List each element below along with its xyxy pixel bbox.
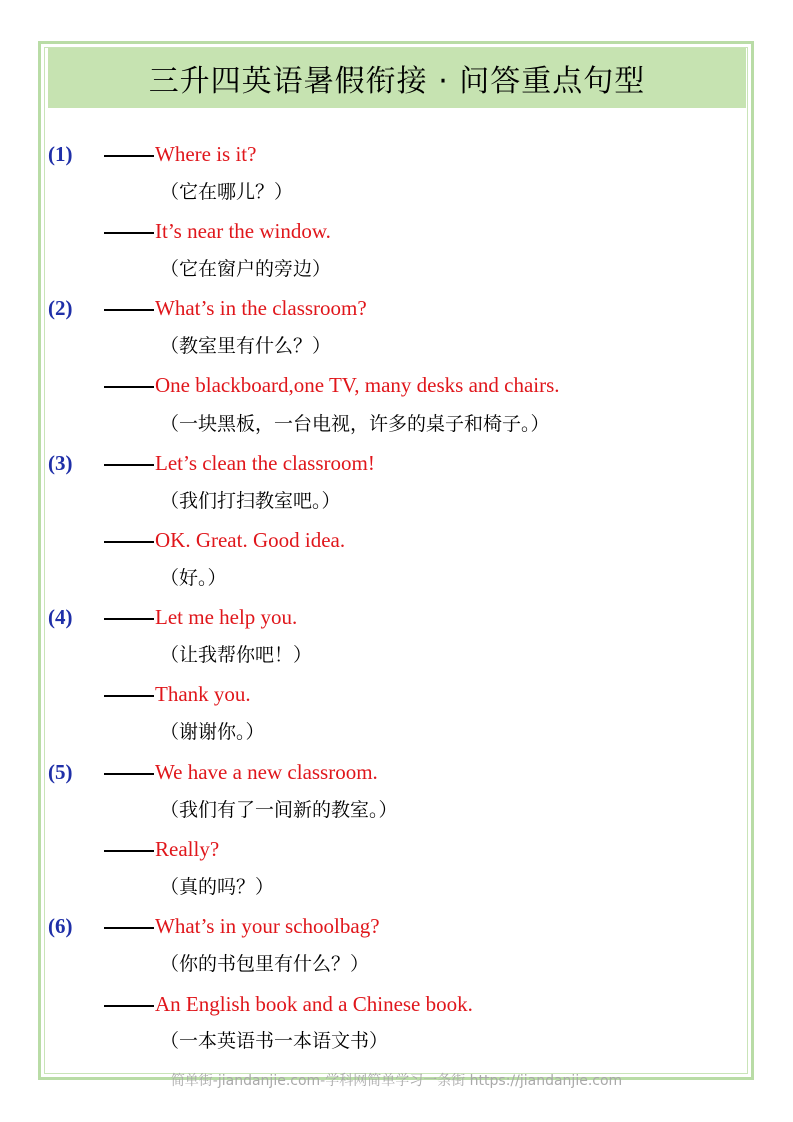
item-number: (6) xyxy=(48,914,73,938)
question-english: Let me help you. xyxy=(155,605,298,629)
dialogue-dash xyxy=(104,598,154,636)
answer-chinese: （一块黑板，一台电视，许多的桌子和椅子。） xyxy=(160,413,550,435)
dialogue-dash xyxy=(104,753,154,791)
question-chinese: （你的书包里有什么？） xyxy=(160,953,370,975)
question-english: What’s in your schoolbag? xyxy=(155,914,380,938)
question-chinese: （我们有了一间新的教室。） xyxy=(160,799,398,821)
dialogue-dash xyxy=(104,289,154,327)
question-chinese: （让我帮你吧！） xyxy=(160,644,313,666)
item-number: (1) xyxy=(48,142,73,166)
title-banner xyxy=(48,48,746,108)
item-number: (3) xyxy=(48,451,73,475)
footer-watermark: 简单街-jiandanjie.com-学科网简单学习一条街 https://jiandanjie.com xyxy=(170,1073,623,1089)
answer-english: It’s near the window. xyxy=(155,219,331,243)
dialogue-dash xyxy=(104,675,154,713)
question-english: Where is it? xyxy=(155,142,257,166)
dialogue-dash xyxy=(104,907,154,945)
answer-english: An English book and a Chinese book. xyxy=(155,992,473,1016)
question-english: We have a new classroom. xyxy=(155,760,378,784)
question-chinese: （我们打扫教室吧。） xyxy=(160,490,341,512)
answer-chinese: （好。） xyxy=(160,567,227,589)
answer-chinese: （谢谢你。） xyxy=(160,721,265,743)
dialogue-dash xyxy=(104,212,154,250)
question-chinese: （它在哪儿？） xyxy=(160,181,294,203)
answer-english: One blackboard,one TV, many desks and chairs. xyxy=(155,373,560,397)
answer-english: Thank you. xyxy=(155,682,251,706)
answer-chinese: （一本英语书一本语文书） xyxy=(160,1030,389,1052)
question-english: Let’s clean the classroom! xyxy=(155,451,375,475)
question-english: What’s in the classroom? xyxy=(155,296,367,320)
answer-english: Really? xyxy=(155,837,220,861)
item-number: (5) xyxy=(48,760,73,784)
question-chinese: （教室里有什么？） xyxy=(160,335,332,357)
dialogue-dash xyxy=(104,985,154,1023)
answer-chinese: （真的吗？） xyxy=(160,876,275,898)
dialogue-dash xyxy=(104,135,154,173)
answer-chinese: （它在窗户的旁边） xyxy=(160,258,332,280)
page-title: 三升四英语暑假衔接 · 问答重点句型 xyxy=(148,64,646,99)
item-number: (4) xyxy=(48,605,73,629)
dialogue-dash xyxy=(104,444,154,482)
item-number: (2) xyxy=(48,296,73,320)
dialogue-dash xyxy=(104,521,154,559)
dialogue-dash xyxy=(104,366,154,404)
dialogue-dash xyxy=(104,830,154,868)
answer-english: OK. Great. Good idea. xyxy=(155,528,346,552)
